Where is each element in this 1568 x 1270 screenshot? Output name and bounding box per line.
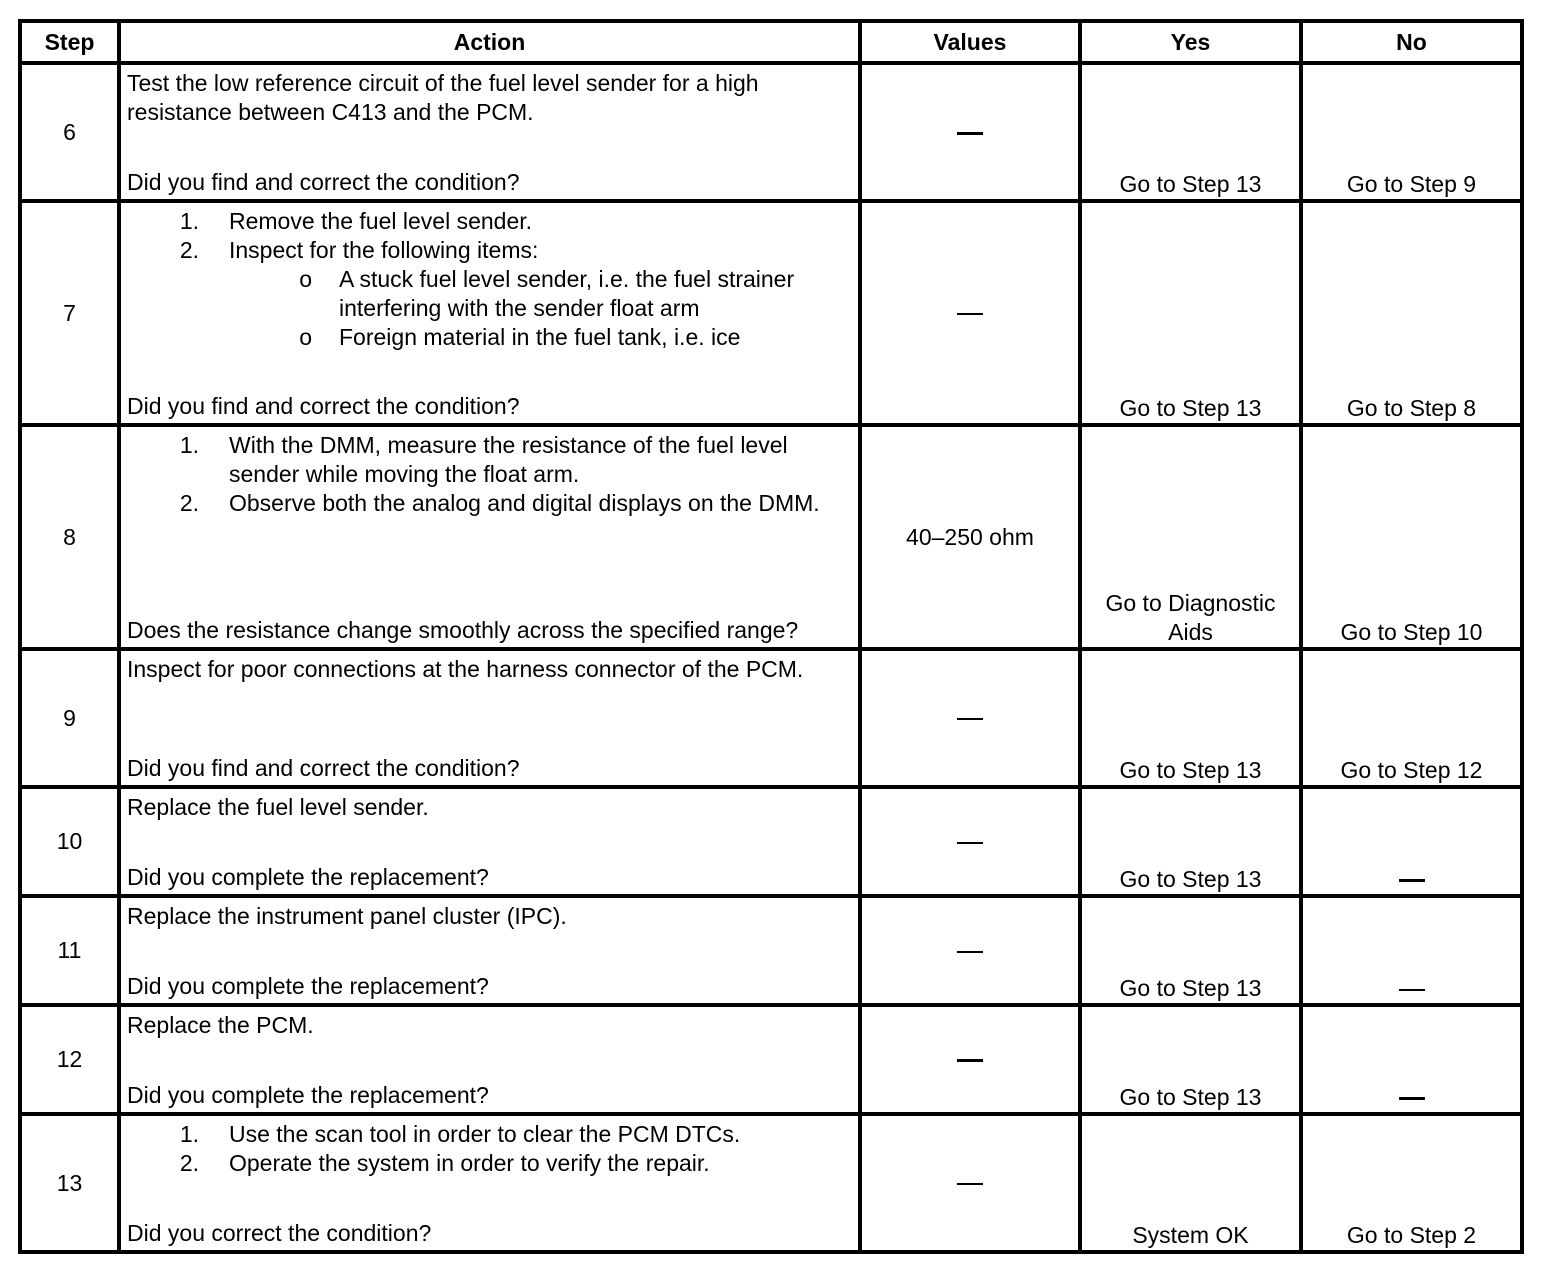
table-row	[20, 1114, 1522, 1252]
no-cell: Go to Step 9	[1301, 63, 1522, 201]
table-row	[20, 425, 1522, 649]
em-dash	[1399, 879, 1425, 882]
list-number: 2.	[179, 490, 199, 516]
header-step: Step	[20, 21, 119, 63]
action-question: Did you complete the replacement?	[127, 1082, 489, 1108]
table-row	[20, 63, 1522, 201]
numbered-list	[127, 207, 852, 352]
action-question: Did you complete the replacement?	[127, 973, 489, 999]
table-row	[20, 787, 1522, 896]
table-row	[20, 649, 1522, 787]
list-item	[127, 1149, 852, 1178]
numbered-list	[127, 431, 852, 518]
action-cell	[119, 1005, 860, 1114]
action-cell	[119, 649, 860, 787]
action-instruction: Replace the fuel level sender.	[127, 794, 429, 820]
em-dash	[1399, 989, 1425, 991]
action-instruction: Replace the instrument panel cluster (IPC).	[127, 903, 567, 929]
action-cell	[119, 425, 860, 649]
yes-cell: Go to Diagnostic Aids	[1080, 425, 1301, 649]
yes-cell: Go to Step 13	[1080, 787, 1301, 896]
em-dash	[957, 718, 983, 720]
values-cell	[860, 63, 1080, 201]
list-number: 1.	[179, 432, 199, 458]
no-cell	[1301, 896, 1522, 1005]
list-text: Observe both the analog and digital displays on the DMM.	[229, 490, 820, 516]
action-cell	[119, 896, 860, 1005]
action-question: Does the resistance change smoothly across the specified range?	[127, 617, 799, 643]
no-cell: Go to Step 8	[1301, 201, 1522, 425]
list-item	[127, 1120, 852, 1149]
yes-cell: Go to Step 13	[1080, 896, 1301, 1005]
action-question: Did you find and correct the condition?	[127, 169, 520, 195]
list-number: 2.	[179, 237, 199, 263]
step-number: 13	[20, 1114, 119, 1252]
no-cell	[1301, 1005, 1522, 1114]
no-cell	[1301, 787, 1522, 896]
list-number: 1.	[179, 208, 199, 234]
values-cell	[860, 787, 1080, 896]
bullet-marker: o	[299, 324, 312, 350]
step-number: 7	[20, 201, 119, 425]
list-item	[127, 207, 852, 236]
list-text: Operate the system in order to verify the repair.	[229, 1150, 710, 1176]
list-number: 1.	[179, 1121, 199, 1147]
header-action: Action	[119, 21, 860, 63]
header-no: No	[1301, 21, 1522, 63]
action-question: Did you complete the replacement?	[127, 864, 489, 890]
table-row	[20, 896, 1522, 1005]
list-item	[127, 236, 852, 265]
step-number: 9	[20, 649, 119, 787]
list-text: Inspect for the following items:	[229, 237, 539, 263]
action-cell	[119, 787, 860, 896]
list-text: Remove the fuel level sender.	[229, 208, 533, 234]
no-cell: Go to Step 10	[1301, 425, 1522, 649]
action-cell	[119, 1114, 860, 1252]
em-dash	[957, 1059, 983, 1062]
step-number: 8	[20, 425, 119, 649]
em-dash	[957, 842, 983, 844]
table-row	[20, 201, 1522, 425]
header-values: Values	[860, 21, 1080, 63]
list-text: With the DMM, measure the resistance of the fuel level sender while moving the float arm.	[229, 432, 788, 487]
em-dash	[957, 132, 983, 135]
header-yes: Yes	[1080, 21, 1301, 63]
no-cell: Go to Step 12	[1301, 649, 1522, 787]
action-cell	[119, 63, 860, 201]
step-number: 12	[20, 1005, 119, 1114]
yes-cell: Go to Step 13	[1080, 63, 1301, 201]
values-cell	[860, 201, 1080, 425]
values-cell: 40–250 ohm	[860, 425, 1080, 649]
sub-list-item	[127, 323, 852, 352]
sub-list-text: Foreign material in the fuel tank, i.e. ice	[339, 324, 741, 350]
sub-list-item	[127, 265, 852, 323]
values-cell	[860, 649, 1080, 787]
values-cell	[860, 896, 1080, 1005]
diagnostic-table	[18, 19, 1524, 1254]
em-dash	[1399, 1097, 1425, 1100]
action-instruction: Inspect for poor connections at the harness connector of the PCM.	[127, 656, 804, 682]
no-cell: Go to Step 2	[1301, 1114, 1522, 1252]
sub-list-text: A stuck fuel level sender, i.e. the fuel strainer interfering with the sender float arm	[339, 266, 795, 321]
list-text: Use the scan tool in order to clear the PCM DTCs.	[229, 1121, 741, 1147]
step-number: 6	[20, 63, 119, 201]
values-cell	[860, 1005, 1080, 1114]
numbered-list	[127, 1120, 852, 1178]
action-question: Did you correct the condition?	[127, 1220, 432, 1246]
values-cell	[860, 1114, 1080, 1252]
table-row	[20, 1005, 1522, 1114]
bullet-marker: o	[299, 266, 312, 292]
action-question: Did you find and correct the condition?	[127, 755, 520, 781]
action-instruction: Test the low reference circuit of the fuel level sender for a high resistance between C413 and the PCM.	[127, 70, 759, 125]
yes-cell: Go to Step 13	[1080, 201, 1301, 425]
em-dash	[957, 1183, 983, 1185]
yes-cell: Go to Step 13	[1080, 1005, 1301, 1114]
yes-cell: Go to Step 13	[1080, 649, 1301, 787]
header-row	[20, 21, 1522, 63]
list-number: 2.	[179, 1150, 199, 1176]
em-dash	[957, 313, 983, 315]
yes-cell: System OK	[1080, 1114, 1301, 1252]
step-number: 10	[20, 787, 119, 896]
action-cell	[119, 201, 860, 425]
action-question: Did you find and correct the condition?	[127, 393, 520, 419]
action-instruction: Replace the PCM.	[127, 1012, 314, 1038]
em-dash	[957, 951, 983, 953]
step-number: 11	[20, 896, 119, 1005]
list-item	[127, 489, 852, 518]
list-item	[127, 431, 852, 489]
